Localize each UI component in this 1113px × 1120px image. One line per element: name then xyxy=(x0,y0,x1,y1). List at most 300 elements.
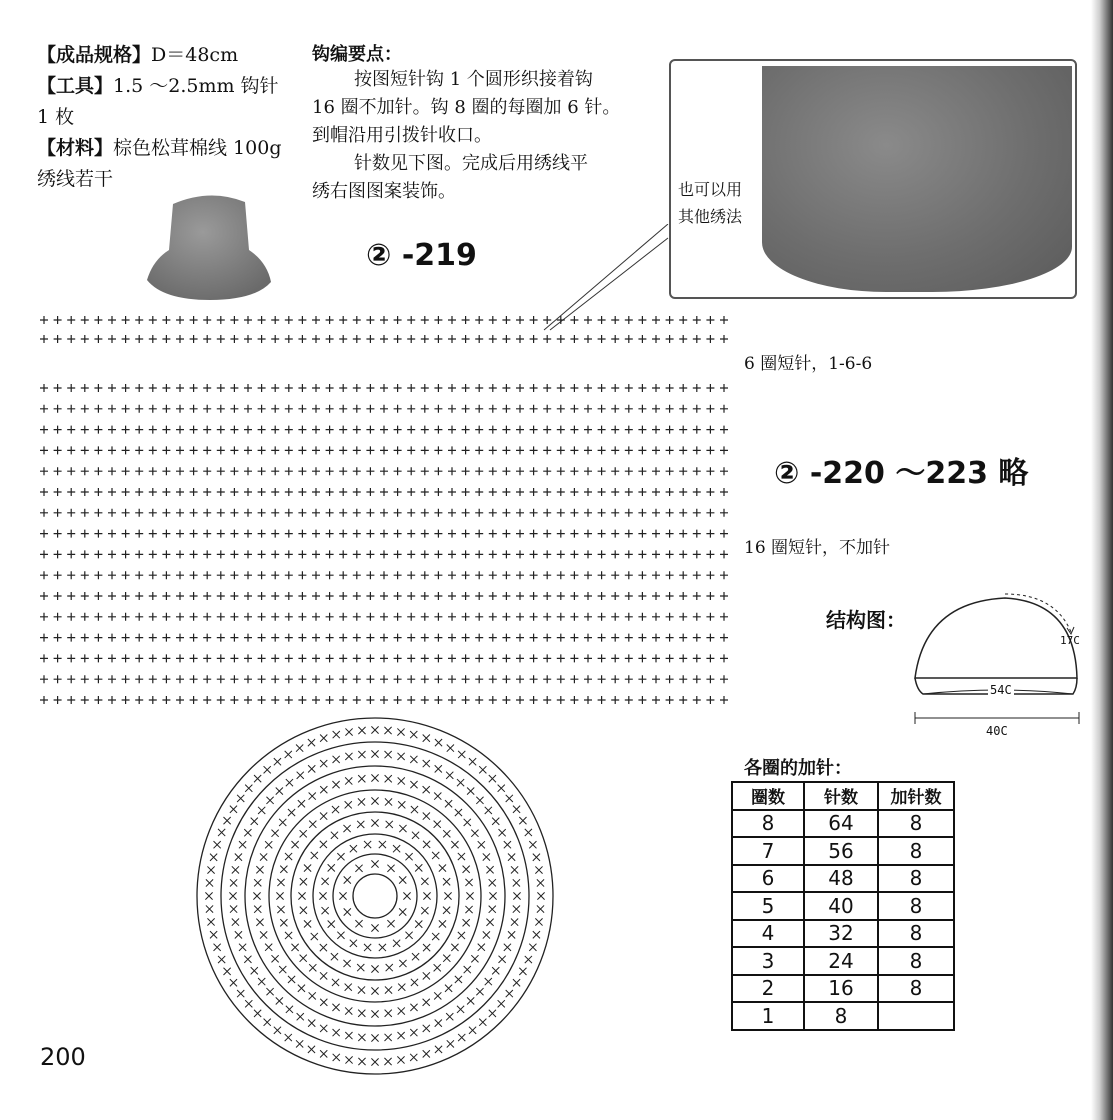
requirements-line: 16 圈不加针。钩 8 圈的每圈加 6 针。 xyxy=(312,97,621,118)
single-crochet-symbol xyxy=(345,777,352,784)
single-crochet-symbol xyxy=(230,426,238,434)
single-crochet-symbol xyxy=(475,592,483,600)
single-crochet-symbol xyxy=(475,316,483,324)
single-crochet-symbol xyxy=(285,1034,292,1041)
single-crochet-symbol xyxy=(638,571,646,579)
single-crochet-symbol xyxy=(415,921,422,928)
single-crochet-symbol xyxy=(67,592,75,600)
single-crochet-symbol xyxy=(162,530,170,538)
single-crochet-symbol xyxy=(230,906,237,913)
single-crochet-symbol xyxy=(598,509,606,517)
single-crochet-symbol xyxy=(434,467,442,475)
spec-size xyxy=(37,40,238,71)
spec-material xyxy=(37,133,281,164)
single-crochet-symbol xyxy=(584,550,592,558)
single-crochet-symbol xyxy=(679,426,687,434)
single-crochet-symbol xyxy=(380,634,388,642)
single-crochet-symbol xyxy=(203,488,211,496)
single-crochet-symbol xyxy=(149,613,157,621)
single-crochet-symbol xyxy=(230,654,238,662)
single-crochet-symbol xyxy=(504,841,511,848)
single-crochet-symbol xyxy=(81,530,89,538)
single-crochet-symbol xyxy=(122,675,130,683)
single-crochet-symbol xyxy=(122,509,130,517)
chart-round-ring xyxy=(313,834,437,958)
single-crochet-symbol xyxy=(475,530,483,538)
single-crochet-symbol xyxy=(339,384,347,392)
single-crochet-symbol xyxy=(570,634,578,642)
single-crochet-symbol xyxy=(570,530,578,538)
single-crochet-symbol xyxy=(652,426,660,434)
single-crochet-symbol xyxy=(611,571,619,579)
single-crochet-symbol xyxy=(258,654,266,662)
single-crochet-symbol xyxy=(326,509,334,517)
single-crochet-symbol xyxy=(94,335,102,343)
single-crochet-symbol xyxy=(530,675,538,683)
single-crochet-symbol xyxy=(499,829,506,836)
single-crochet-symbol xyxy=(67,571,75,579)
single-crochet-symbol xyxy=(230,384,238,392)
single-crochet-symbol xyxy=(244,592,252,600)
single-crochet-symbol xyxy=(537,892,544,899)
single-crochet-symbol xyxy=(499,956,506,963)
single-crochet-symbol xyxy=(423,944,430,951)
single-crochet-symbol xyxy=(535,866,542,873)
single-crochet-symbol xyxy=(489,613,497,621)
single-crochet-symbol xyxy=(366,467,374,475)
single-crochet-symbol xyxy=(434,992,441,999)
single-crochet-symbol xyxy=(666,696,674,704)
single-crochet-symbol xyxy=(258,592,266,600)
single-crochet-symbol xyxy=(598,384,606,392)
single-crochet-symbol xyxy=(625,530,633,538)
single-crochet-symbol xyxy=(326,634,334,642)
single-crochet-symbol xyxy=(230,335,238,343)
single-crochet-symbol xyxy=(611,530,619,538)
single-crochet-symbol xyxy=(462,613,470,621)
single-crochet-symbol xyxy=(638,384,646,392)
single-crochet-symbol xyxy=(190,488,198,496)
single-crochet-symbol xyxy=(434,426,442,434)
single-crochet-symbol xyxy=(410,781,417,788)
single-crochet-symbol xyxy=(254,906,261,913)
single-crochet-symbol xyxy=(434,613,442,621)
single-crochet-symbol xyxy=(230,467,238,475)
single-crochet-symbol xyxy=(598,634,606,642)
single-crochet-symbol xyxy=(176,488,184,496)
single-crochet-symbol xyxy=(638,316,646,324)
single-crochet-symbol xyxy=(462,384,470,392)
single-crochet-symbol xyxy=(81,654,89,662)
single-crochet-symbol xyxy=(394,405,402,413)
single-crochet-symbol xyxy=(479,766,486,773)
spec-size-value: D＝48cm xyxy=(151,44,239,66)
single-crochet-symbol xyxy=(244,446,252,454)
single-crochet-symbol xyxy=(312,335,320,343)
single-crochet-symbol xyxy=(666,613,674,621)
single-crochet-symbol xyxy=(366,613,374,621)
table-cell: 48 xyxy=(804,865,878,893)
single-crochet-symbol xyxy=(333,756,340,763)
single-crochet-symbol xyxy=(489,634,497,642)
single-crochet-symbol xyxy=(475,571,483,579)
single-crochet-symbol xyxy=(149,509,157,517)
single-crochet-symbol xyxy=(271,696,279,704)
single-crochet-symbol xyxy=(260,931,267,938)
single-crochet-symbol xyxy=(394,654,402,662)
single-crochet-symbol xyxy=(543,530,551,538)
single-crochet-symbol xyxy=(149,654,157,662)
single-crochet-symbol xyxy=(237,990,244,997)
single-crochet-symbol xyxy=(285,592,293,600)
single-crochet-symbol xyxy=(706,634,714,642)
single-crochet-symbol xyxy=(502,316,510,324)
single-crochet-symbol xyxy=(366,571,374,579)
single-crochet-symbol xyxy=(557,509,565,517)
single-crochet-symbol xyxy=(525,956,532,963)
single-crochet-symbol xyxy=(570,384,578,392)
single-crochet-symbol xyxy=(162,316,170,324)
single-crochet-symbol xyxy=(706,405,714,413)
rows-note-1: 6 圈短针，1-6-6 xyxy=(744,354,873,374)
single-crochet-symbol xyxy=(277,906,284,913)
single-crochet-symbol xyxy=(320,786,327,793)
single-crochet-symbol xyxy=(679,530,687,538)
single-crochet-symbol xyxy=(266,797,273,804)
single-crochet-symbol xyxy=(326,335,334,343)
single-crochet-symbol xyxy=(298,488,306,496)
single-crochet-symbol xyxy=(720,335,728,343)
dim-mid-label: 54C xyxy=(990,683,1012,697)
single-crochet-symbol xyxy=(343,825,350,832)
single-crochet-symbol xyxy=(94,488,102,496)
single-crochet-symbol xyxy=(332,781,339,788)
single-crochet-symbol xyxy=(516,530,524,538)
single-crochet-symbol xyxy=(40,405,48,413)
single-crochet-symbol xyxy=(448,467,456,475)
single-crochet-symbol xyxy=(311,852,318,859)
single-crochet-symbol xyxy=(543,654,551,662)
single-crochet-symbol xyxy=(312,405,320,413)
single-crochet-symbol xyxy=(394,316,402,324)
single-crochet-symbol xyxy=(122,384,130,392)
single-crochet-symbol xyxy=(475,509,483,517)
single-crochet-symbol xyxy=(679,467,687,475)
single-crochet-symbol xyxy=(286,1006,293,1013)
table-cell: 7 xyxy=(732,837,804,865)
single-crochet-symbol xyxy=(366,316,374,324)
table-cell: 8 xyxy=(878,920,954,948)
single-crochet-symbol xyxy=(706,613,714,621)
single-crochet-symbol xyxy=(135,530,143,538)
single-crochet-symbol xyxy=(271,654,279,662)
single-crochet-symbol xyxy=(339,696,347,704)
single-crochet-symbol xyxy=(244,571,252,579)
single-crochet-symbol xyxy=(516,571,524,579)
single-crochet-symbol xyxy=(190,613,198,621)
single-crochet-symbol xyxy=(339,426,347,434)
single-crochet-symbol xyxy=(308,739,315,746)
single-crochet-symbol xyxy=(380,467,388,475)
single-crochet-symbol xyxy=(366,550,374,558)
single-crochet-symbol xyxy=(652,446,660,454)
single-crochet-symbol xyxy=(176,316,184,324)
single-crochet-symbol xyxy=(245,1000,252,1007)
single-crochet-symbol xyxy=(205,892,212,899)
single-crochet-symbol xyxy=(693,571,701,579)
single-crochet-symbol xyxy=(457,1006,464,1013)
single-crochet-symbol xyxy=(380,446,388,454)
spec-tool xyxy=(37,71,279,102)
single-crochet-symbol xyxy=(530,335,538,343)
single-crochet-symbol xyxy=(190,335,198,343)
single-crochet-symbol xyxy=(557,592,565,600)
single-crochet-symbol xyxy=(584,613,592,621)
single-crochet-symbol xyxy=(397,728,404,735)
single-crochet-symbol xyxy=(162,654,170,662)
single-crochet-symbol xyxy=(611,384,619,392)
table-row xyxy=(732,810,954,838)
single-crochet-symbol xyxy=(570,571,578,579)
single-crochet-symbol xyxy=(434,675,442,683)
single-crochet-symbol xyxy=(319,892,326,899)
single-crochet-symbol xyxy=(638,550,646,558)
single-crochet-symbol xyxy=(379,944,386,951)
single-crochet-symbol xyxy=(54,426,62,434)
single-crochet-symbol xyxy=(666,571,674,579)
single-crochet-symbol xyxy=(386,964,393,971)
chart-round-ring xyxy=(353,874,397,918)
single-crochet-symbol xyxy=(399,960,406,967)
single-crochet-symbol xyxy=(398,1007,405,1014)
single-crochet-symbol xyxy=(94,384,102,392)
single-crochet-symbol xyxy=(108,613,116,621)
single-crochet-symbol xyxy=(463,866,470,873)
single-crochet-symbol xyxy=(666,592,674,600)
chart-round-ring xyxy=(197,718,553,1074)
single-crochet-symbol xyxy=(448,426,456,434)
single-crochet-symbol xyxy=(217,696,225,704)
single-crochet-symbol xyxy=(358,1010,365,1017)
single-crochet-symbol xyxy=(239,944,246,951)
single-crochet-symbol xyxy=(394,446,402,454)
single-crochet-symbol xyxy=(447,744,454,751)
table-cell: 8 xyxy=(878,892,954,920)
single-crochet-symbol xyxy=(108,654,116,662)
single-crochet-symbol xyxy=(475,696,483,704)
single-crochet-symbol xyxy=(638,509,646,517)
single-crochet-symbol xyxy=(451,841,458,848)
single-crochet-symbol xyxy=(364,841,371,848)
single-crochet-symbol xyxy=(421,654,429,662)
single-crochet-symbol xyxy=(439,864,446,871)
single-crochet-symbol xyxy=(421,878,428,885)
single-crochet-symbol xyxy=(380,316,388,324)
single-crochet-symbol xyxy=(162,696,170,704)
single-crochet-symbol xyxy=(403,892,410,899)
single-crochet-symbol xyxy=(471,955,478,962)
spec-tool-label: 【工具】 xyxy=(37,75,114,97)
single-crochet-symbol xyxy=(67,446,75,454)
single-crochet-symbol xyxy=(720,613,728,621)
single-crochet-symbol xyxy=(203,467,211,475)
single-crochet-symbol xyxy=(122,654,130,662)
single-crochet-symbol xyxy=(345,753,352,760)
single-crochet-symbol xyxy=(465,879,472,886)
single-crochet-symbol xyxy=(67,405,75,413)
single-crochet-symbol xyxy=(353,488,361,496)
single-crochet-symbol xyxy=(543,467,551,475)
single-crochet-symbol xyxy=(625,446,633,454)
single-crochet-symbol xyxy=(81,405,89,413)
single-crochet-symbol xyxy=(489,775,496,782)
single-crochet-symbol xyxy=(230,696,238,704)
single-crochet-symbol xyxy=(611,550,619,558)
single-crochet-symbol xyxy=(385,751,392,758)
single-crochet-symbol xyxy=(706,592,714,600)
single-crochet-symbol xyxy=(489,488,497,496)
single-crochet-symbol xyxy=(320,841,327,848)
single-crochet-symbol xyxy=(394,696,402,704)
single-crochet-symbol xyxy=(434,696,442,704)
single-crochet-symbol xyxy=(407,613,415,621)
single-crochet-symbol xyxy=(720,550,728,558)
single-crochet-symbol xyxy=(380,550,388,558)
single-crochet-symbol xyxy=(40,613,48,621)
single-crochet-symbol xyxy=(489,571,497,579)
single-crochet-symbol xyxy=(410,1004,417,1011)
single-crochet-symbol xyxy=(434,964,441,971)
single-crochet-symbol xyxy=(434,792,441,799)
single-crochet-symbol xyxy=(652,654,660,662)
single-crochet-symbol xyxy=(706,509,714,517)
single-crochet-symbol xyxy=(502,509,510,517)
single-crochet-symbol xyxy=(176,613,184,621)
single-crochet-symbol xyxy=(244,654,252,662)
single-crochet-symbol xyxy=(502,550,510,558)
single-crochet-symbol xyxy=(625,405,633,413)
single-crochet-symbol xyxy=(371,774,378,781)
single-crochet-symbol xyxy=(345,728,352,735)
single-crochet-symbol xyxy=(176,405,184,413)
single-crochet-symbol xyxy=(206,905,213,912)
single-crochet-symbol xyxy=(407,335,415,343)
single-crochet-symbol xyxy=(693,335,701,343)
single-crochet-symbol xyxy=(693,316,701,324)
single-crochet-symbol xyxy=(434,509,442,517)
single-crochet-symbol xyxy=(489,892,496,899)
single-crochet-symbol xyxy=(407,467,415,475)
single-crochet-symbol xyxy=(285,634,293,642)
single-crochet-symbol xyxy=(353,509,361,517)
single-crochet-symbol xyxy=(525,829,532,836)
single-crochet-symbol xyxy=(380,426,388,434)
single-crochet-symbol xyxy=(309,792,316,799)
single-crochet-symbol xyxy=(478,944,485,951)
single-crochet-symbol xyxy=(407,316,415,324)
single-crochet-symbol xyxy=(720,446,728,454)
single-crochet-symbol xyxy=(384,1058,391,1065)
single-crochet-symbol xyxy=(258,696,266,704)
single-crochet-symbol xyxy=(557,335,565,343)
single-crochet-symbol xyxy=(407,634,415,642)
table-cell: 6 xyxy=(732,865,804,893)
single-crochet-symbol xyxy=(122,405,130,413)
single-crochet-symbol xyxy=(385,986,392,993)
single-crochet-symbol xyxy=(679,634,687,642)
single-crochet-symbol xyxy=(462,592,470,600)
single-crochet-symbol xyxy=(258,335,266,343)
single-crochet-symbol xyxy=(54,613,62,621)
single-crochet-symbol xyxy=(162,384,170,392)
single-crochet-symbol xyxy=(394,634,402,642)
single-crochet-symbol xyxy=(217,384,225,392)
single-crochet-symbol xyxy=(421,571,429,579)
single-crochet-symbol xyxy=(679,592,687,600)
single-crochet-symbol xyxy=(516,592,524,600)
single-crochet-symbol xyxy=(543,446,551,454)
single-crochet-symbol xyxy=(652,592,660,600)
single-crochet-symbol xyxy=(271,675,279,683)
single-crochet-symbol xyxy=(410,1054,417,1061)
single-crochet-symbol xyxy=(288,809,295,816)
single-crochet-symbol xyxy=(445,800,452,807)
single-crochet-symbol xyxy=(162,509,170,517)
single-crochet-symbol xyxy=(380,509,388,517)
single-crochet-symbol xyxy=(652,335,660,343)
table-cell: 8 xyxy=(878,865,954,893)
single-crochet-symbol xyxy=(345,1007,352,1014)
dim-bottom-label: 40C xyxy=(986,724,1008,738)
single-crochet-symbol xyxy=(398,801,405,808)
single-crochet-symbol xyxy=(535,918,542,925)
single-crochet-symbol xyxy=(502,446,510,454)
single-crochet-symbol xyxy=(81,488,89,496)
single-crochet-symbol xyxy=(203,571,211,579)
single-crochet-symbol xyxy=(54,571,62,579)
single-crochet-symbol xyxy=(230,634,238,642)
single-crochet-symbol xyxy=(570,467,578,475)
single-crochet-symbol xyxy=(638,675,646,683)
single-crochet-symbol xyxy=(543,634,551,642)
single-crochet-symbol xyxy=(666,405,674,413)
single-crochet-symbol xyxy=(570,488,578,496)
single-crochet-symbol xyxy=(339,654,347,662)
single-crochet-symbol xyxy=(108,634,116,642)
single-crochet-symbol xyxy=(371,924,378,931)
single-crochet-symbol xyxy=(271,446,279,454)
chart-round-ring xyxy=(269,790,481,1002)
single-crochet-symbol xyxy=(462,335,470,343)
single-crochet-symbol xyxy=(94,316,102,324)
single-crochet-symbol xyxy=(54,405,62,413)
single-crochet-symbol xyxy=(492,818,499,825)
single-crochet-symbol xyxy=(530,405,538,413)
single-crochet-symbol xyxy=(312,530,320,538)
single-crochet-symbol xyxy=(423,892,430,899)
single-crochet-symbol xyxy=(502,488,510,496)
single-crochet-symbol xyxy=(513,906,520,913)
single-crochet-symbol xyxy=(54,488,62,496)
single-crochet-symbol xyxy=(557,550,565,558)
single-crochet-symbol xyxy=(584,405,592,413)
single-crochet-symbol xyxy=(652,530,660,538)
hat-photo xyxy=(145,190,275,305)
single-crochet-symbol xyxy=(611,654,619,662)
single-crochet-symbol xyxy=(135,316,143,324)
single-crochet-symbol xyxy=(162,613,170,621)
single-crochet-symbol xyxy=(357,964,364,971)
